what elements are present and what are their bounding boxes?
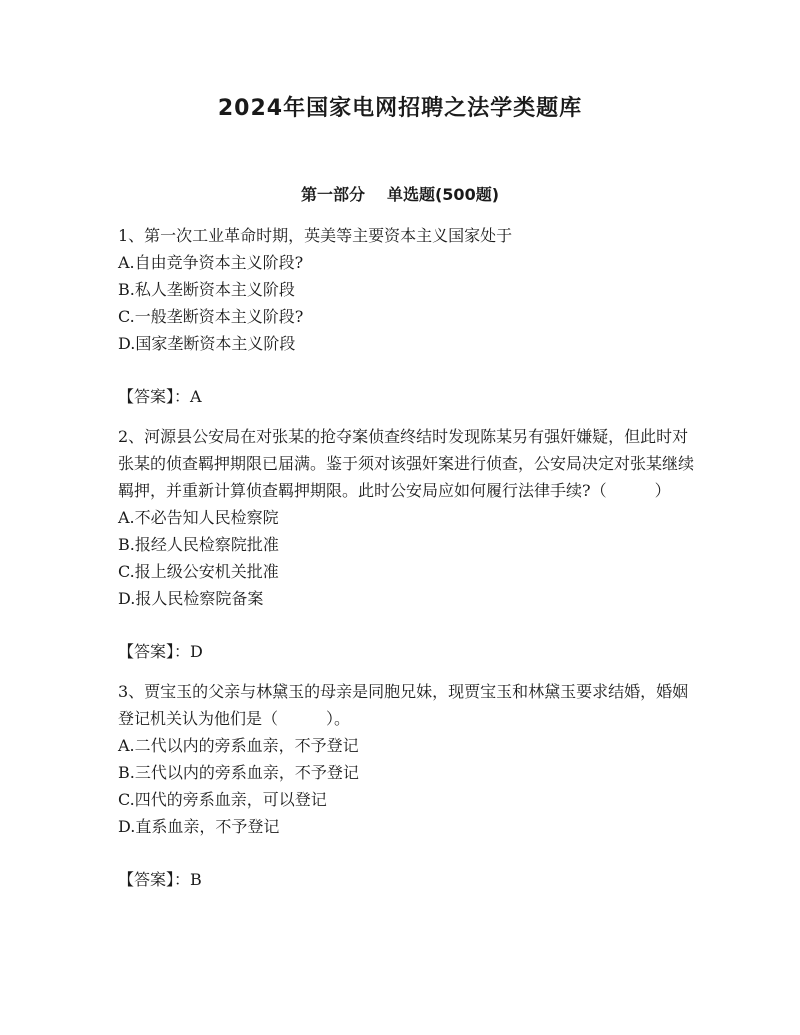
option-b: B.三代以内的旁系血亲，不予登记	[118, 763, 359, 782]
question-2	[118, 423, 698, 665]
option-a: A.自由竞争资本主义阶段?	[118, 253, 304, 272]
option-d: D.报人民检察院备案	[118, 589, 264, 608]
section-part: 第一部分	[300, 185, 365, 204]
question-stem: 2、河源县公安局在对张某的抢夺案侦查终结时发现陈某另有强奸嫌疑，但此时对张某的侦查羁押期限已届满。鉴于须对该强奸案进行侦查，公安局决定对张某继续羁押，并重新计算侦查羁押期限。此时公安局应如何履行法律手续?（ ）	[118, 427, 695, 500]
option-c: C.四代的旁系血亲，可以登记	[118, 790, 327, 809]
option-c: C.报上级公安机关批准	[118, 562, 279, 581]
answer-label: 【答案】：	[118, 642, 191, 661]
option-a: A.二代以内的旁系血亲，不予登记	[118, 736, 359, 755]
answer-label: 【答案】：	[118, 387, 191, 406]
question-3	[118, 678, 698, 893]
answer-line	[118, 866, 698, 893]
question-1	[118, 222, 698, 410]
option-b: B.私人垄断资本主义阶段	[118, 280, 295, 299]
answer-value: D	[190, 642, 203, 661]
option-a: A.不必告知人民检察院	[118, 508, 279, 527]
option-d: D.直系血亲，不予登记	[118, 817, 280, 836]
option-c: C.一般垄断资本主义阶段?	[118, 307, 304, 326]
document-title: 2024年国家电网招聘之法学类题库	[217, 96, 583, 121]
section-heading	[0, 182, 800, 208]
question-stem: 1、第一次工业革命时期，英美等主要资本主义国家处于	[118, 226, 513, 245]
option-d: D.国家垄断资本主义阶段	[118, 334, 296, 353]
option-b: B.报经人民检察院批准	[118, 535, 279, 554]
section-name: 单选题(500题)	[386, 185, 500, 204]
answer-line	[118, 383, 698, 410]
answer-value: A	[190, 387, 202, 406]
answer-line	[118, 638, 698, 665]
question-list	[118, 222, 698, 893]
answer-value: B	[190, 870, 202, 889]
answer-label: 【答案】：	[118, 870, 191, 889]
question-stem: 3、贾宝玉的父亲与林黛玉的母亲是同胞兄妹，现贾宝玉和林黛玉要求结婚，婚姻登记机关认为他们是（ ）。	[118, 682, 689, 728]
